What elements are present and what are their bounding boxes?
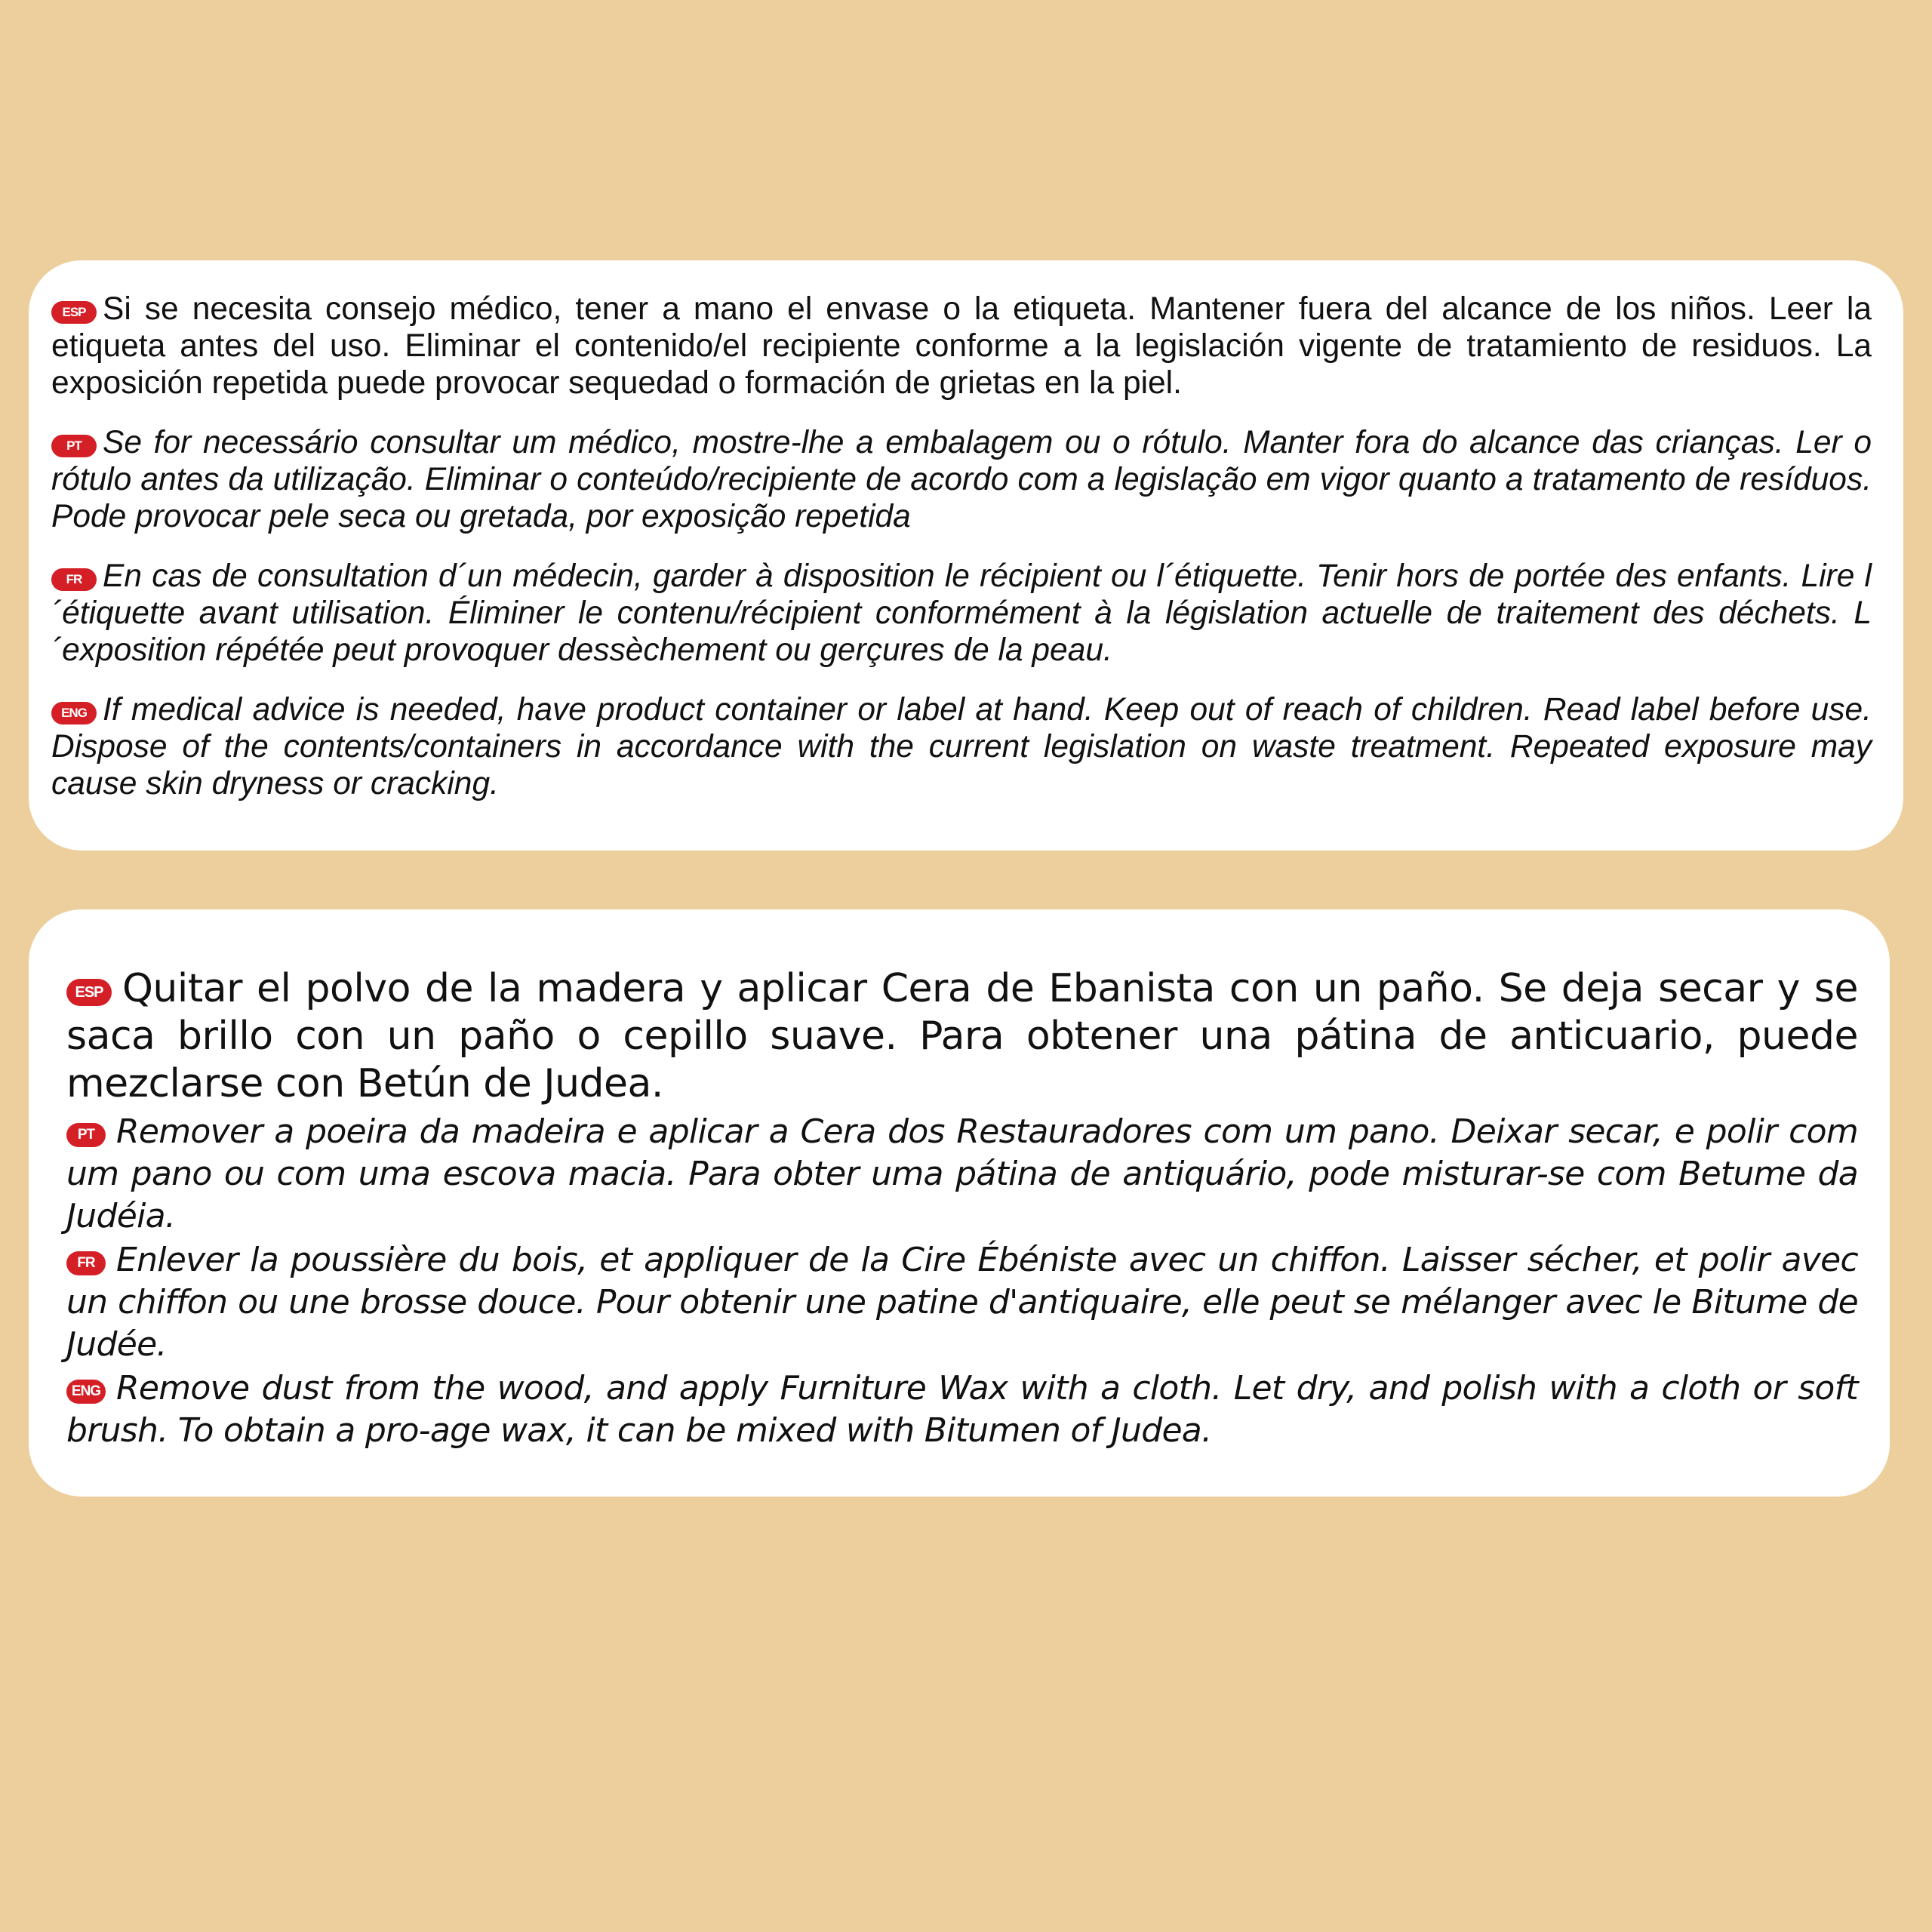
usage-text-fr: Enlever la poussière du bois, et appliquer de la Cire Ébéniste avec un chiffon. Laisser sécher, et polir avec un chiffon ou une brosse douce. Pour obtenir une patine d'antiquaire, elle peut se mélanger avec le Bitume de Judée.: [66, 1241, 1858, 1364]
usage-paragraph-pt: [66, 1111, 1858, 1238]
usage-paragraph-esp: [66, 965, 1858, 1108]
esp-language-badge: ESP: [66, 979, 112, 1006]
usage-text-pt: Remover a poeira da madeira e aplicar a Cera dos Restauradores com um pano. Deixar secar, e polir com um pano ou com uma escova macia. Para obter uma pátina de antiquário, pode misturar-se com Betume da Judéia.: [66, 1112, 1858, 1235]
fr-language-badge: FR: [51, 568, 97, 591]
fr-language-badge: FR: [66, 1251, 106, 1275]
eng-language-badge: ENG: [51, 702, 97, 724]
safety-precautions-card: [29, 260, 1903, 851]
safety-paragraph-fr: [51, 558, 1872, 669]
safety-text-esp: Si se necesita consejo médico, tener a mano el envase o la etiqueta. Mantener fuera del alcance de los niños. Leer la etiqueta antes del uso. Eliminar el contenido/el recipiente conforme a la legislación vigente de tratamiento de residuos. La exposición repetida puede provocar sequedad o formación de grietas en la piel.: [51, 291, 1872, 401]
pt-language-badge: PT: [51, 435, 97, 457]
usage-text-eng: Remove dust from the wood, and apply Furniture Wax with a cloth. Let dry, and polish with a cloth or soft brush. To obtain a pro-age wax, it can be mixed with Bitumen of Judea.: [66, 1369, 1858, 1450]
usage-instructions-card: [29, 909, 1890, 1497]
safety-paragraph-esp: [51, 291, 1872, 401]
safety-text-eng: If medical advice is needed, have product container or label at hand. Keep out of reach of children. Read label before use. Dispose of the contents/containers in accordance with the current legislation on waste treatment. Repeated exposure may cause skin dryness or cracking.: [51, 692, 1872, 801]
safety-text-pt: Se for necessário consultar um médico, mostre-lhe a embalagem ou o rótulo. Manter fora do alcance das crianças. Ler o rótulo antes da utilização. Eliminar o conteúdo/recipiente de acordo com a legislação em vigor quanto a tratamento de resíduos. Pode provocar pele seca ou gretada, por exposição repetida: [51, 425, 1872, 534]
esp-language-badge: ESP: [51, 301, 97, 324]
pt-language-badge: PT: [66, 1123, 106, 1147]
usage-paragraph-eng: [66, 1367, 1858, 1452]
safety-paragraph-eng: [51, 691, 1872, 802]
eng-language-badge: ENG: [66, 1380, 106, 1404]
usage-paragraph-fr: [66, 1239, 1858, 1366]
safety-paragraph-pt: [51, 424, 1872, 535]
safety-text-fr: En cas de consultation d´un médecin, garder à disposition le récipient ou l´étiquette. Tenir hors de portée des enfants. Lire l´étiquette avant utilisation. Éliminer le contenu/récipient conformément à la législation actuelle de traitement des déchets. L´exposition répétée peut provoquer dessèchement ou gerçures de la peau.: [51, 558, 1872, 668]
usage-text-esp: Quitar el polvo de la madera y aplicar Cera de Ebanista con un paño. Se deja secar y se saca brillo con un paño o cepillo suave. Para obtener una pátina de anticuario, puede mezclarse con Betún de Judea.: [66, 966, 1858, 1106]
